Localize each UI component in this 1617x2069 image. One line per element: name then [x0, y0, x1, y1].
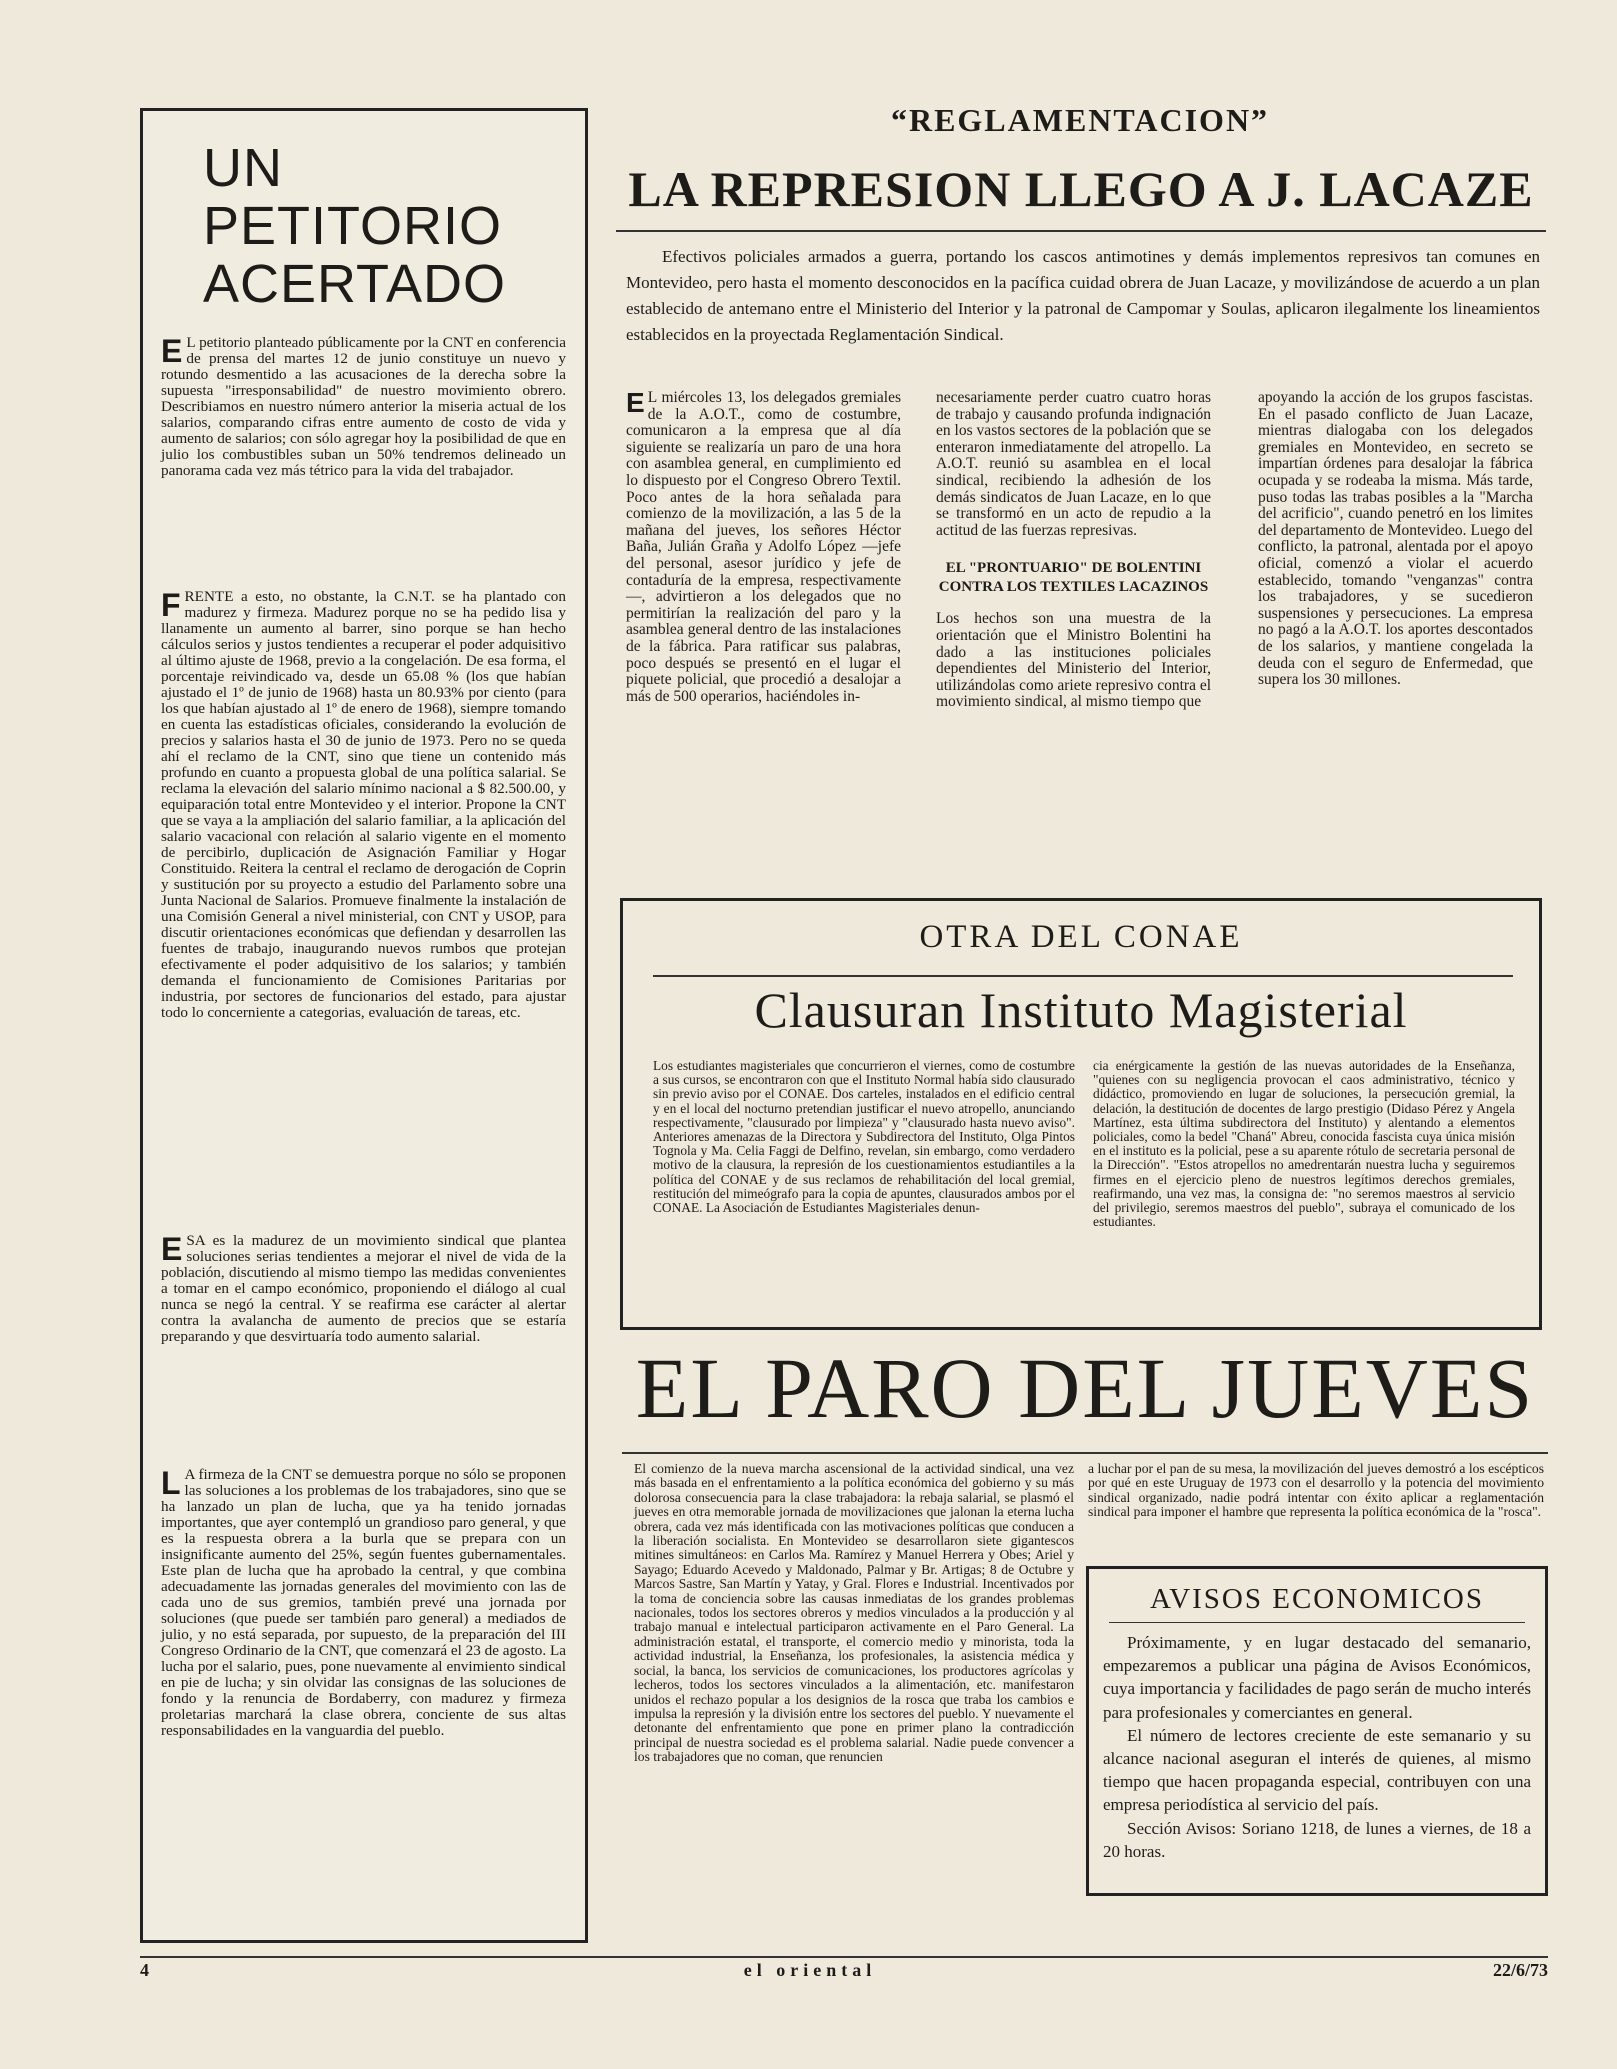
drop-cap: E: [161, 1231, 183, 1267]
left-article-box: [140, 108, 588, 1943]
title-line: ACERTADO: [203, 254, 507, 314]
divider: [622, 1452, 1548, 1454]
conae-kicker: OTRA DEL CONAE: [919, 919, 1243, 955]
lacaze-kicker: “REGLAMENTACION”: [890, 102, 1270, 138]
drop-cap: F: [161, 587, 181, 623]
lacaze-headline: LA REPRESION LLEGO A J. LACAZE: [628, 161, 1534, 217]
avisos-paragraph: Sección Avisos: Soriano 1218, de lunes a viernes, de 18 a 20 horas.: [1103, 1818, 1531, 1861]
divider: [1109, 1622, 1525, 1623]
paro-column-1: El comienzo de la nueva marcha ascensional de la actividad sindical, una vez más basada en el enfrentamiento a la política económica del gobierno y su más dolorosa consecuencia para la clase trabajadora: la rebaja salarial, se plasmó el jueves en otra memorable jornada de movilizaciones que jalonan la eterna lucha obrera, cada vez más identificada con las motivaciones políticas que conducen a la liberación socialista. En Montevideo se desarrollaron siete gigantescos mitines simultáneos: en Carlos Ma. Ramírez y Manuel Herrera y Obes; Ariel y Sayago; Eduardo Acevedo y Maldonado, Palmar y Br. Artigas; 8 de Octubre y Marcos Sastre, San Martín y Yatay, y Gral. Flores e Industrial. Incentivados por la toma de conciencia sobre las causas inmediatas de los grandes problemas nacionales, todos los sectores obreros y medios vinculados a la producción y al trabajo manual e intelectual participaron activamente en el Paro General. La administración estatal, el transporte, el comercio medio y minorista, toda la actividad industrial, la Enseñanza, los profesionales, la asistencia médica y social, la banca, los servicios de comunicaciones, los productores agrícolas y lecheros, todos los sectores vinculados a la alimentación, etc. manifestaron unidos el rechazo popular a los designios de la rosca que traba los cambios e impulsa la represión y la división entre los sectores del pueblo. Y nuevamente el detonante del enfrentamiento que pone en primer plano la contradicción principal de nuestra sociedad es el problema salarial. Nadie puede convencer a los trabajadores que no coman, que renuncien: [634, 1461, 1074, 1765]
left-article-title: [203, 139, 583, 313]
conae-column-1: Los estudiantes magisteriales que concurrieron el viernes, como de costumbre a sus cursos, se encontraron con que el Instituto Normal había sido clausurado sin previo aviso por el CONAE. Dos carteles, instalados en el edificio central y en el local del nocturno pretendian justificar el nuevo atropello, anunciando respectivamente, "clausurado por limpieza" y "clausurado hasta nuevo aviso". Anteriores amenazas de la Directora y Subdirectora del Instituto, Olga Pintos Tognola y Ma. Celia Faggi de Delfino, revelan, sin embargo, como verdadero motivo de la clausura, la represión de los cuestionamientos estudiantiles a la política del CONAE y de sus reclamos de rehabilitación del local gremial, restitución del mimeógrafo para la copia de apuntes, clausurados ambos por el CONAE. La Asociación de Estudiantes Magisteriales denun-: [653, 1058, 1075, 1216]
divider: [653, 975, 1513, 977]
avisos-paragraph: Próximamente, y en lugar destacado del semanario, empezaremos a publicar una página de Avisos Económicos, cuya importancia y facilidades de pago serán de mucho interés para profesionales y comerciantes en general.: [1103, 1633, 1531, 1722]
conae-headline: Clausuran Instituto Magisterial: [754, 982, 1408, 1038]
left-paragraph-3: [161, 1233, 566, 1345]
paragraph-text: L petitorio planteado públicamente por la CNT en conferencia de prensa del martes 12 de junio constituye un nuevo y rotundo desmentido a las acusaciones de la derecha sobre la supuesta "irresponsabilidad" de nuestro movimiento obrero. Describiamos en nuestro número anterior la miseria actual de los salarios, comparando cifras entre aumento de costo de vida y aumento de salarios; con sólo agregar hoy la posibilidad de que en julio los combustibles suban un 50% tendremos delineado un panorama cada vez más tétrico para la vida del trabajador.: [161, 334, 566, 479]
title-line: PETITORIO: [203, 196, 503, 256]
drop-cap: L: [161, 1465, 181, 1501]
issue-date: 22/6/73: [1492, 1960, 1548, 1980]
drop-cap: E: [161, 333, 183, 369]
avisos-title: AVISOS ECONOMICOS: [1150, 1583, 1484, 1615]
column-text: necesariamente perder cuatro cuatro horas de trabajo y causando profunda indignación en los vastos sectores de la población que se enteraron inmediatamente del atropello. La A.O.T. reunió su asamblea en el local sindical, recibiendo la adhesión de los demás sindicatos de Juan Lacaze, en lo que se transformó en un acto de repudio a la actitud de las fuerzas represivas.: [936, 389, 1211, 539]
lacaze-subhead: EL "PRONTUARIO" DE BOLENTINI CONTRA LOS TEXTILES LACAZINOS: [938, 560, 1209, 596]
paragraph-text: SA es la madurez de un movimiento sindical que plantea soluciones serias tendientes a mejorar el nivel de vida de la población, discutiendo al mismo tiempo las medidas convenientes a tomar en el campo económico, proponiendo el diálogo al cual nunca se negó la central. Y se reafirma ese carácter al alertar contra la avalancha de aumento de precios que se estaría preparando y que desvirtuaría todo aumento salarial.: [161, 1232, 566, 1345]
avisos-box: [1086, 1566, 1548, 1896]
lacaze-column-3: apoyando la acción de los grupos fascistas. En el pasado conflicto de Juan Lacaze, mientras dialogaba con los delegados gremiales en Montevideo, en secreto se impartían órdenes para desalojar la fábrica ocupada y se rodeaba la misma. Más tarde, puso todas las trabas posibles a la "Marcha del acrificio", cuando penetró en los limites del departamento de Montevideo. Luego del conflicto, la patronal, alentada por el apoyo oficial, comenzó a violar el acuerdo establecido, tomando "venganzas" contra los trabajadores, y se sucedieron suspensiones y persecuciones. La empresa no pagó a la A.O.T. los aportes descontados de los salarios, y mantiene congelada la deuda con el seguro de Enfermedad, que supera los 30 millones.: [1258, 389, 1533, 689]
lacaze-lead: Efectivos policiales armados a guerra, portando los cascos antimotines y demás implementos represivos tan comunes en Montevideo, pero hasta el momento desconocidos en la pacífica cuidad obrera de Juan Lacaze, y movilizándose de acuerdo a un plan establecido de antemano entre el Ministerio del Interior y la patronal de Campomar y Soulas, aplicaron ilegalmente los lineamientos establecidos en la proyectada Reglamentación Sindical.: [626, 247, 1540, 344]
footer-divider: [140, 1956, 1548, 1958]
title-line: UN: [203, 138, 283, 198]
drop-cap: E: [626, 387, 645, 418]
paro-column-2: a luchar por el pan de su mesa, la movilización del jueves demostró a los escépticos por qué en este Uruguay de 1973 con el desarrollo y la potencia del movimiento sindical organizado, nadie podrá intentar con éxito aplicar a reglamentación sindical para imponer el hambre que representa la política económica de la "rosca".: [1088, 1461, 1544, 1520]
lacaze-column-2: [936, 390, 1211, 711]
left-paragraph-2: [161, 589, 566, 1021]
lacaze-column-1: [626, 387, 901, 705]
page-number: 4: [140, 1960, 149, 1980]
paro-headline: EL PARO DEL JUEVES: [635, 1340, 1535, 1436]
column-text: L miércoles 13, los delegados gremiales de la A.O.T., como de costumbre, comunicaron a la empresa que al día siguiente se realizaría un paro de una hora con asamblea general, en cumplimiento ed lo dispuesto por el Congreso Obrero Textil. Poco antes de la hora señalada para comienzo de la movilización, a las 5 de la mañana del jueves, los señores Héctor Baña, Julián Graña y Adolfo López —jefe del personal, asesor jurídico y jefe de contaduría de la empresa, respectivamente—, advirtieron a los delegados que no permitirían la realización del paro y la asamblea general dentro de las instalaciones de la fábrica. Para ratificar sus palabras, poco después se presentó en el lugar el piquete policial, que procedió a desalojar a más de 500 operarios, haciéndoles in-: [626, 389, 901, 705]
divider: [616, 230, 1546, 232]
avisos-paragraph: El número de lectores creciente de este semanario y su alcance nacional aseguran el interés de quienes, al mismo tiempo que hacen propaganda especial, contribuyen con una empresa periodística al servicio del país.: [1103, 1725, 1531, 1815]
column-text: Los hechos son una muestra de la orientación que el Ministro Bolentini ha dado a las instituciones policiales dependientes del Ministerio del Interior, utilizándolas como ariete represivo contra el movimiento sindical, al mismo tiempo que: [936, 610, 1212, 711]
conae-column-2: cia enérgicamente la gestión de las nuevas autoridades de la Enseñanza, "quienes con su negligencia provocan el caos administrativo, técnico y didáctico, promoviendo en lugar de soluciones, la persecución gremial, la delación, la destitución de docentes de largo prestigio (Didaso Pérez y Angela Martínez, esta última subdirectora del Instituto) y alentando a elementos policiales, como la bedel "Chaná" Abreu, conocida fascista cuya única misión en el instituto es la policial, pese a su aparente rótulo de secretaria personal de la Dirección". "Estos atropellos no amedrentarán nuestra lucha y seguiremos firmes en el ejercicio pleno de nuestros legítimos derechos gremiales, reafirmando, una vez mas, la consigna de: "no seremos maestros al servicio del privilegio, seremos maestros del pueblo", subraya el comunicado de los estudiantes.: [1093, 1058, 1515, 1230]
conae-article-box: [620, 898, 1542, 1330]
left-paragraph-4: [161, 1467, 566, 1739]
publication-name: el oriental: [743, 1960, 877, 1980]
paragraph-text: RENTE a esto, no obstante, la C.N.T. se ha plantado con madurez y firmeza. Madurez porque no se ha pedido lisa y llanamente un aumento al barrer, sino porque se han hecho cálculos serios y justos tendientes a recuperar el poder adquisitivo al último ajuste de 1968, previo a la congelación. De esa forma, el porcentaje reivindicado va, desde un 65.08 % (los que habían ajustado el 1º de junio de 1968) hasta un 80.93% por ciento (para los que habían ajustado al 1º de enero de 1968), siempre tomando en cuenta las estadísticas oficiales, considerando la evolución de precios y salarios hasta el 30 de junio de 1973. Pero no se queda ahí el reclamo de la CNT, sino que tiene un contenido más profundo en cuanto a propuesta global de una política salarial. Se reclama la elevación del salario mínimo nacional a $ 82.500.00, y equiparación total entre Montevideo y el interior. Propone la CNT que se vaya a la ampliación del salario familiar, a la aplicación del salario vacacional con relación al salario vigente en el momento de percibirlo, duplicación de Asignación Familiar y Hogar Constituido. Reitera la central el reclamo de derogación de Coprin y sustitución por su proyecto a estudio del Parlamento sobre una Junta Nacional de Salarios. Promueve finalmente la instalación de una Comisión General a nivel ministerial, con CNT y USOP, para discutir orientaciones económicas que defiendan y desarrollen las fuentes de trabajo, inaugurando nuevos rumbos que protejan efectivamente el poder adquisitivo de los salarios; y también demanda el funcionamiento de Comisiones Paritarias por industria, por sectores de funcionarios del estado, para ajustar todo lo concerniente a categorias, evaluación de tareas, etc.: [161, 588, 566, 1021]
left-paragraph-1: [161, 335, 566, 479]
paragraph-text: A firmeza de la CNT se demuestra porque no sólo se proponen las soluciones a los problemas de los trabajadores, sino que se ha lanzado un plan de lucha, que ya ha tenido jornadas importantes, que ayer contempló un grandioso paro general, y que es la respuesta obrera a la burla que se prepara con un insignificante aumento del 25%, según fuentes gubernamentales. Este plan de lucha que ha aprobado la central, y que combina adecuadamente las jornadas generales del movimiento con las de cada uno de sus gremios, también prevé una jornada por soluciones (que puede ser también paro general) a mediados de julio, y no está separada, por supuesto, de la preparación del III Congreso Ordinario de la CNT, que comenzará el 23 de agosto. La lucha por el salario, pues, pone nuevamente al envimiento sindical en pie de lucha; y sin olvidar las consignas de las soluciones de fondo y la renuncia de Bordaberry, con madurez y firmeza proletarias marchará la clase obrera, conciente de sus altas responsabilidades en la vanguardia del pueblo.: [161, 1466, 567, 1739]
